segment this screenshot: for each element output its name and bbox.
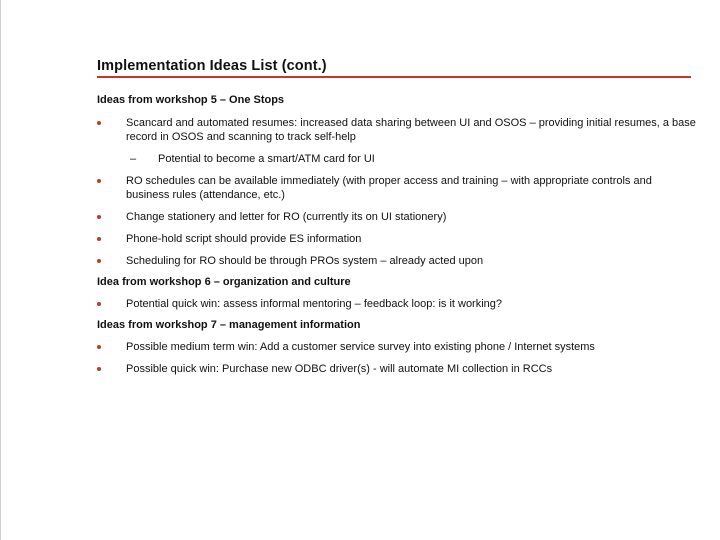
bullet-item — [97, 297, 697, 311]
bullet-icon — [97, 121, 101, 125]
bullet-text: Phone-hold script should provide ES information — [126, 233, 362, 245]
bullet-text: RO schedules can be available immediately (with proper access and training – with appropriate controls and business rules (attendance, etc.) — [126, 175, 652, 201]
bullet-text: Change stationery and letter for RO (currently its on UI stationery) — [126, 211, 447, 223]
slide-content — [97, 93, 697, 376]
bullet-text: Scheduling for RO should be through PROs system – already acted upon — [126, 255, 484, 267]
bullet-icon — [97, 367, 101, 371]
section-heading-workshop-6: Idea from workshop 6 – organization and culture — [97, 276, 351, 288]
bullet-icon — [97, 259, 101, 263]
bullet-icon — [97, 345, 101, 349]
bullet-item — [97, 210, 697, 224]
bullet-item — [97, 232, 697, 246]
bullet-icon — [97, 215, 101, 219]
bullet-icon — [97, 302, 101, 306]
bullet-icon — [97, 179, 101, 183]
bullet-item — [97, 340, 697, 354]
bullet-item — [97, 116, 697, 144]
title-underline — [97, 76, 691, 78]
bullet-text: Potential quick win: assess informal mentoring – feedback loop: is it working? — [126, 298, 503, 310]
sub-bullet-text: Potential to become a smart/ATM card for UI — [158, 153, 375, 165]
bullet-item — [97, 174, 697, 202]
bullet-item — [97, 254, 697, 268]
bullet-text: Possible medium term win: Add a customer service survey into existing phone / Internet systems — [126, 341, 595, 353]
bullet-text: Possible quick win: Purchase new ODBC driver(s) - will automate MI collection in RCCs — [126, 363, 553, 375]
bullet-item — [97, 362, 697, 376]
section-heading-workshop-7: Ideas from workshop 7 – management information — [97, 319, 361, 331]
slide-title: Implementation Ideas List (cont.) — [97, 58, 327, 74]
section-heading-workshop-5: Ideas from workshop 5 – One Stops — [97, 94, 285, 106]
bullet-icon — [97, 237, 101, 241]
dash-icon: – — [130, 153, 137, 165]
sub-bullet-item — [97, 152, 697, 166]
bullet-text: Scancard and automated resumes: increased data sharing between UI and OSOS – providing initial resumes, a base record in OSOS and scanning to track self-help — [126, 117, 696, 143]
